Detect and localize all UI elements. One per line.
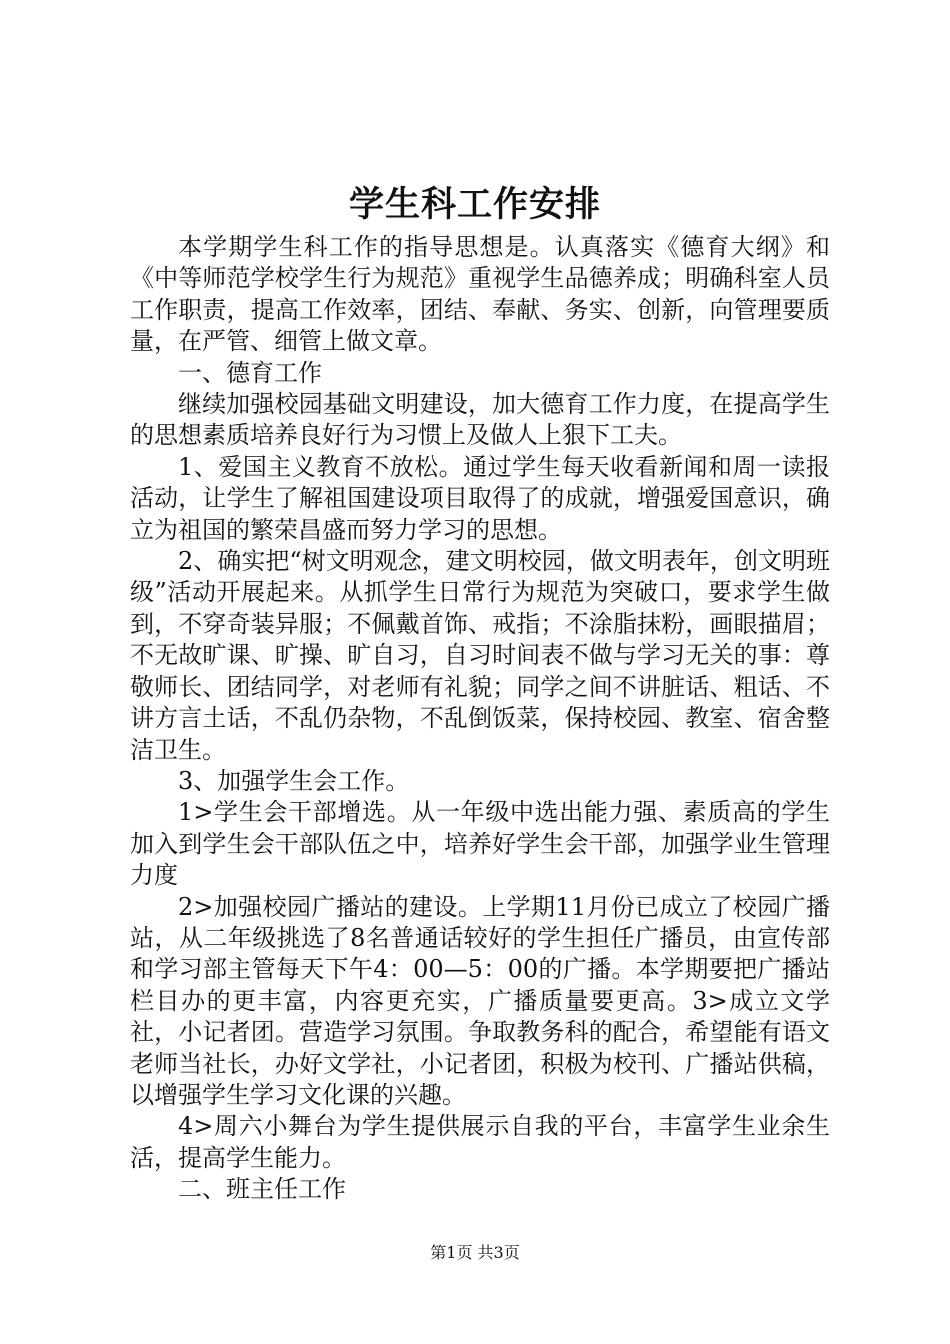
paragraph-item-2: 2、确实把“树文明观念，建文明校园，做文明表年，创文明班级”活动开展起来。从抓学生日常行为规范为突破口，要求学生做到，不穿奇装异服；不佩戴首饰、戒指；不涂脂抹粉，画眼描眉；不无故旷课、旷操、旷自习，自习时间表不做与学习无关的事：尊敬师长、团结同学，对老师有礼貌；同学之间不讲脏话、粗话、不讲方言土话，不乱仍杂物，不乱倒饭菜，保持校园、教室、宿舍整洁卫生。	[130, 547, 830, 764]
section-heading-head-teacher: 二、班主任工作	[178, 1175, 346, 1204]
paragraph-item-3: 3、加强学生会工作。	[178, 766, 410, 795]
document-title: 学生科工作安排	[348, 184, 601, 225]
paragraph-moral-overview: 继续加强校园基础文明建设，加大德育工作力度，在提高学生的思想素质培养良好行为习惯上及做人上狠下工夫。	[130, 390, 830, 450]
paragraph-intro: 本学期学生科工作的指导思想是。认真落实《德育大纲》和《中等师范学校学生行为规范》重视学生品德养成；明确科室人员工作职责，提高工作效率，团结、奉献、务实、创新，向管理要质量，在严管、细管上做文章。	[130, 233, 830, 356]
page-footer: 第1页 共3页	[430, 1243, 520, 1262]
document-body	[130, 232, 830, 1206]
paragraph-subitem-4: 4>周六小舞台为学生提供展示自我的平台，丰富学生业余生活，提高学生能力。	[130, 1112, 830, 1172]
section-heading-moral-education: 一、德育工作	[178, 358, 322, 387]
paragraph-subitem-1: 1>学生会干部增选。从一年级中选出能力强、素质高的学生加入到学生会干部队伍之中，培养好学生会干部，加强学业生管理力度	[130, 798, 830, 890]
paragraph-subitem-2: 2>加强校园广播站的建设。上学期11月份已成立了校园广播站，从二年级挑选了8名普通话较好的学生担任广播员，由宣传部和学习部主管每天下午4：00—5：00的广播。本学期要把广播站栏目办的更丰富，内容更充实，广播质量要更高。3>成立文学社，小记者团。营造学习氛围。争取教务科的配合，希望能有语文老师当社长，办好文学社，小记者团，积极为校刊、广播站供稿，以增强学生学习文化课的兴趣。	[130, 892, 830, 1109]
paragraph-item-1: 1、爱国主义教育不放松。通过学生每天收看新闻和周一读报活动，让学生了解祖国建设项目取得了的成就，增强爱国意识，确立为祖国的繁荣昌盛而努力学习的思想。	[130, 452, 830, 544]
